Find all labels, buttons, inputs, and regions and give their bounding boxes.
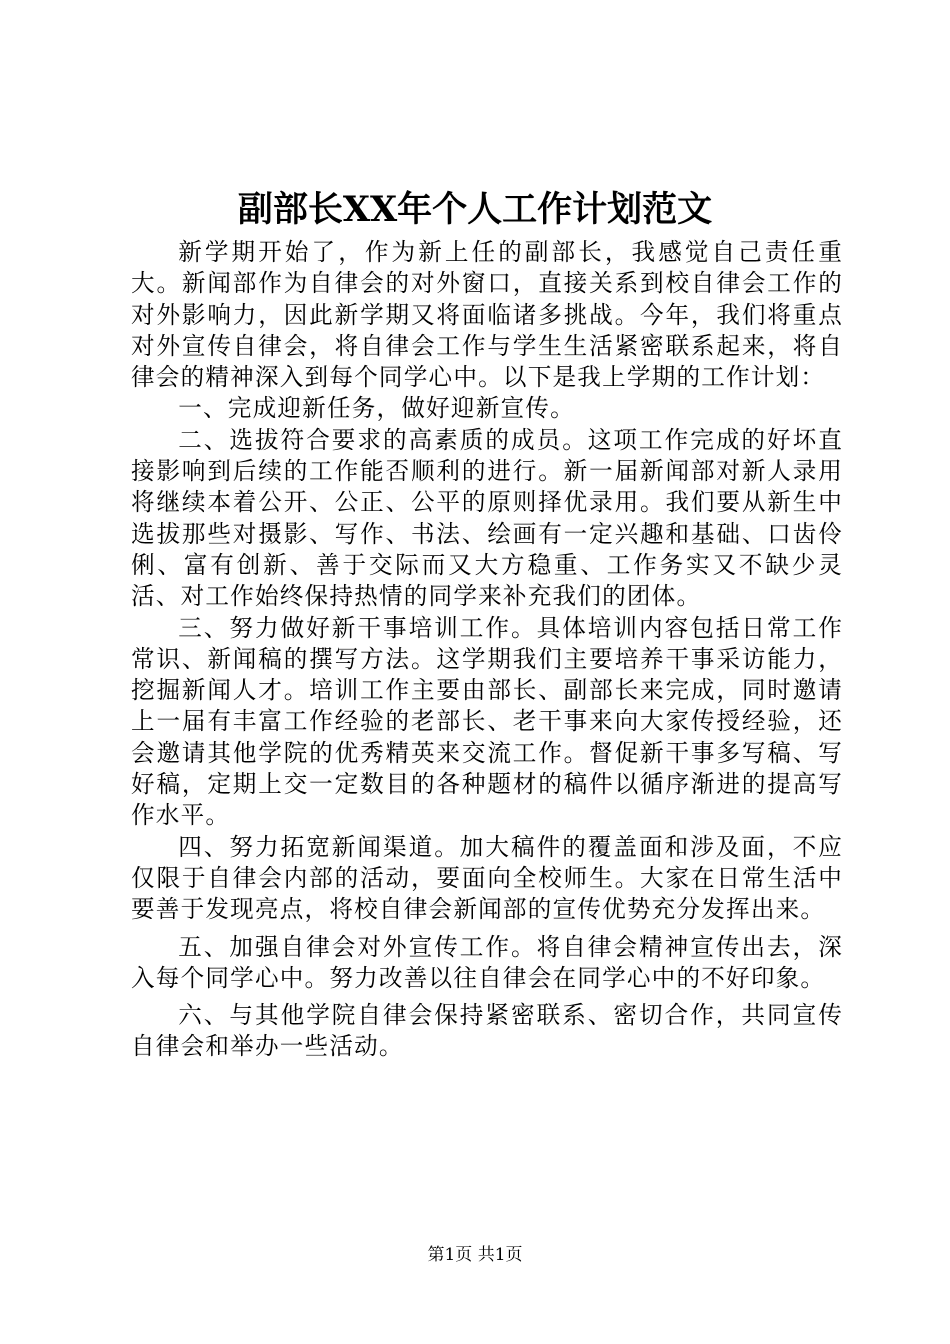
page-footer: 第1页 共1页 [427, 1245, 523, 1265]
paragraph-item-5: 五、加强自律会对外宣传工作。将自律会精神宣传出去，深入每个同学心中。努力改善以往自律会在同学心中的不好印象。 [131, 932, 843, 992]
document-body [131, 237, 843, 1063]
document-title: 副部长XX年个人工作计划范文 [237, 189, 713, 230]
paragraph-item-3: 三、努力做好新干事培训工作。具体培训内容包括日常工作常识、新闻稿的撰写方法。这学期我们主要培养干事采访能力，挖掘新闻人才。培训工作主要由部长、副部长来完成，同时邀请上一届有丰富工作经验的老部长、老干事来向大家传授经验，还会邀请其他学院的优秀精英来交流工作。督促新干事多写稿、写好稿，定期上交一定数目的各种题材的稿件以循序渐进的提高写作水平。 [131, 613, 843, 830]
paragraph-item-4: 四、努力拓宽新闻渠道。加大稿件的覆盖面和涉及面，不应仅限于自律会内部的活动，要面向全校师生。大家在日常生活中要善于发现亮点，将校自律会新闻部的宣传优势充分发挥出来。 [131, 832, 843, 924]
paragraph-intro: 新学期开始了，作为新上任的副部长，我感觉自己责任重大。新闻部作为自律会的对外窗口，直接关系到校自律会工作的对外影响力，因此新学期又将面临诸多挑战。今年，我们将重点对外宣传自律会，将自律会工作与学生生活紧密联系起来，将自律会的精神深入到每个同学心中。以下是我上学期的工作计划： [131, 238, 843, 392]
paragraph-item-2: 二、选拔符合要求的高素质的成员。这项工作完成的好坏直接影响到后续的工作能否顺利的进行。新一届新闻部对新人录用将继续本着公开、公正、公平的原则择优录用。我们要从新生中选拔那些对摄影、写作、书法、绘画有一定兴趣和基础、口齿伶俐、富有创新、善于交际而又大方稳重、工作务实又不缺少灵活、对工作始终保持热情的同学来补充我们的团体。 [131, 425, 843, 611]
paragraph-item-6: 六、与其他学院自律会保持紧密联系、密切合作，共同宣传自律会和举办一些活动。 [131, 1001, 843, 1061]
paragraph-item-1: 一、完成迎新任务，做好迎新宣传。 [178, 394, 575, 423]
